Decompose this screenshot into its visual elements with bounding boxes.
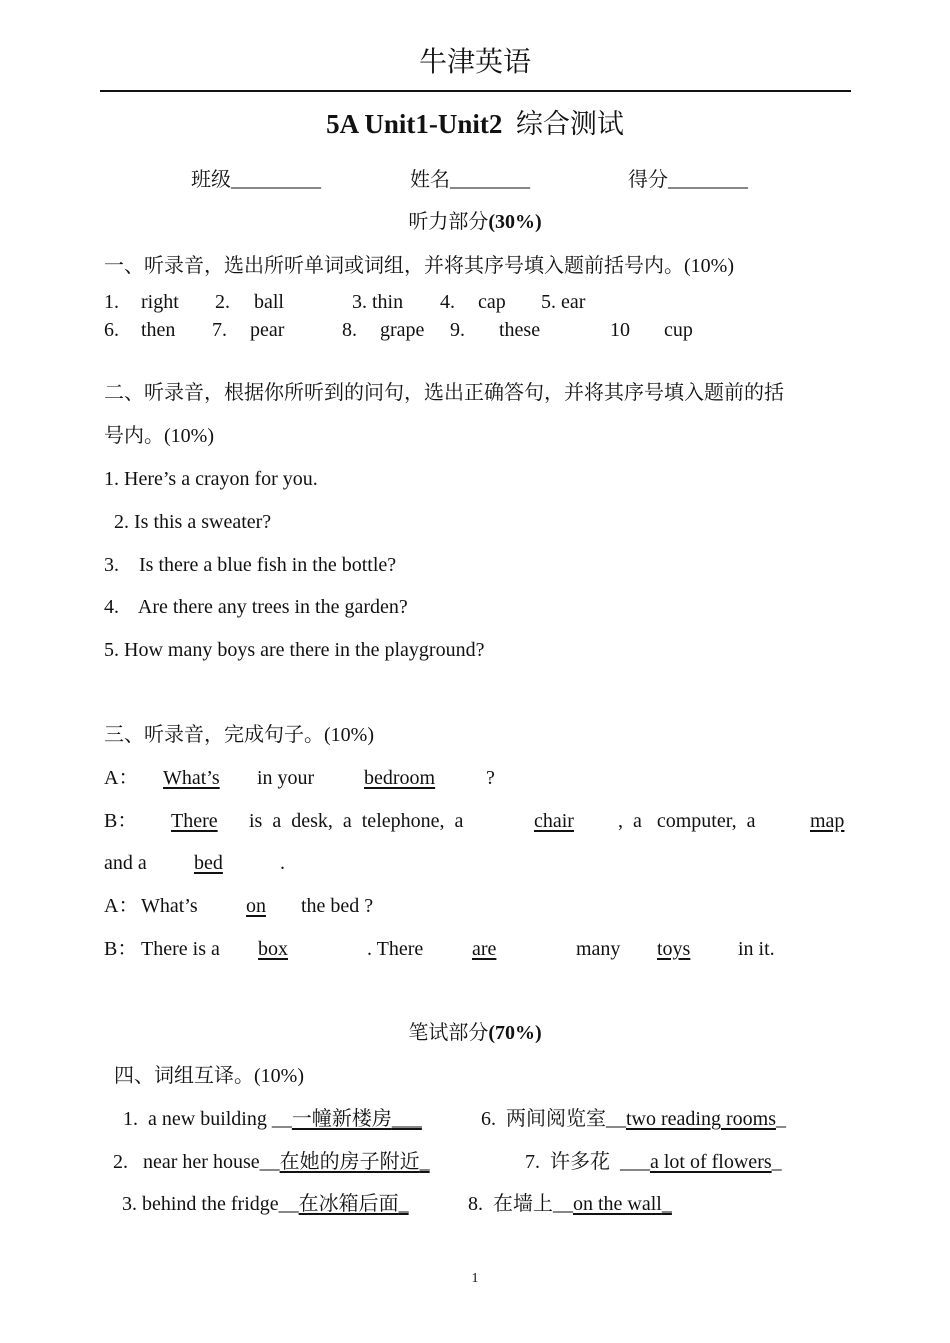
answer-blank: toys: [657, 938, 691, 960]
answer-blank: on: [246, 895, 266, 917]
part2-question: 3. Is there a blue fish in the bottle?: [104, 554, 397, 576]
sentence-text: is a desk, a telephone, a: [249, 810, 464, 832]
sentence-text: There is a: [141, 938, 220, 960]
part1-item-num: 8.: [342, 319, 357, 341]
answer-blank: box: [258, 938, 288, 960]
part1-item-num: 10: [610, 319, 630, 341]
answer-blank: bed: [194, 852, 223, 874]
part2-question: 5. How many boys are there in the playground?: [104, 639, 485, 661]
part1-item-num: 9.: [450, 319, 465, 341]
title-chinese: 综合测试: [515, 109, 624, 139]
class-field: 班级_________: [191, 169, 321, 191]
part1-item-num: 4.: [440, 291, 455, 313]
speaker-label: B：: [104, 810, 138, 832]
sentence-text: the bed ?: [301, 895, 374, 917]
speaker-label: A：: [104, 895, 139, 917]
answer-blank: bedroom: [364, 767, 436, 789]
title-english: 5A Unit1-Unit2: [326, 109, 503, 139]
part1-item-num: 2.: [215, 291, 230, 313]
answer-blank: are: [472, 938, 497, 960]
part1-item-word: then: [141, 319, 176, 341]
part4-instruction: 四、词组互译。(10%): [114, 1065, 304, 1087]
sentence-text: ?: [486, 767, 495, 789]
part1-item-word: right: [141, 291, 179, 313]
part1-item-word: grape: [380, 319, 425, 341]
speaker-label: A：: [104, 767, 139, 789]
part1-item: 5. ear: [541, 291, 586, 313]
sentence-text: in your: [257, 767, 315, 789]
header-rule: [100, 90, 851, 92]
part1-instruction: 一、听录音，选出所听单词或词组，并将其序号填入题前括号内。(10%): [104, 255, 734, 277]
translation-item: 3. behind the fridge__在冰箱后面_: [122, 1193, 409, 1215]
part1-item-num: 7.: [212, 319, 227, 341]
answer-blank: There: [171, 810, 218, 832]
part1-item-word: ball: [254, 291, 284, 313]
part1-item-word: cup: [664, 319, 693, 341]
part2-question: 1. Here’s a crayon for you.: [104, 468, 318, 490]
page-number: 1: [471, 1271, 479, 1286]
part1-item: 3. thin: [352, 291, 404, 313]
part1-item-word: pear: [250, 319, 285, 341]
written-heading: 笔试部分(70%): [408, 1022, 542, 1044]
header-title: 牛津英语: [418, 47, 531, 78]
speaker-label: B：: [104, 938, 138, 960]
answer-blank: chair: [534, 810, 574, 832]
sentence-text: in it.: [738, 938, 775, 960]
translation-item: 6. 两间阅览室__two reading rooms_: [481, 1108, 786, 1130]
part2-instruction-cont: 号内。(10%): [104, 425, 214, 447]
translation-item: 8. 在墙上__on the wall_: [468, 1193, 672, 1215]
answer-blank: What’s: [163, 767, 220, 789]
document-title: [0, 107, 950, 141]
part1-item-word: these: [499, 319, 541, 341]
listening-heading: 听力部分(30%): [408, 211, 542, 233]
sentence-text: What’s: [141, 895, 198, 917]
sentence-text: . There: [367, 938, 424, 960]
part2-question: 2. Is this a sweater?: [114, 511, 272, 533]
score-field: 得分________: [628, 169, 748, 191]
translation-item: 1. a new building __一幢新楼房___: [123, 1108, 422, 1130]
part2-question: 4. Are there any trees in the garden?: [104, 596, 408, 618]
name-field: 姓名________: [410, 169, 530, 191]
sentence-text: , a computer, a: [618, 810, 756, 832]
translation-item: 7. 许多花 ___a lot of flowers_: [525, 1151, 782, 1173]
translation-item: 2. near her house__在她的房子附近_: [113, 1151, 430, 1173]
part1-item-word: cap: [478, 291, 506, 313]
sentence-text: and a: [104, 852, 147, 874]
part1-item-num: 6.: [104, 319, 119, 341]
answer-blank: map: [810, 810, 845, 832]
sentence-text: .: [280, 852, 285, 874]
sentence-text: many: [576, 938, 621, 960]
part2-instruction: 二、听录音，根据你所听到的问句，选出正确答句，并将其序号填入题前的括: [104, 382, 784, 404]
part3-instruction: 三、听录音，完成句子。(10%): [104, 724, 374, 746]
part1-item-num: 1.: [104, 291, 119, 313]
